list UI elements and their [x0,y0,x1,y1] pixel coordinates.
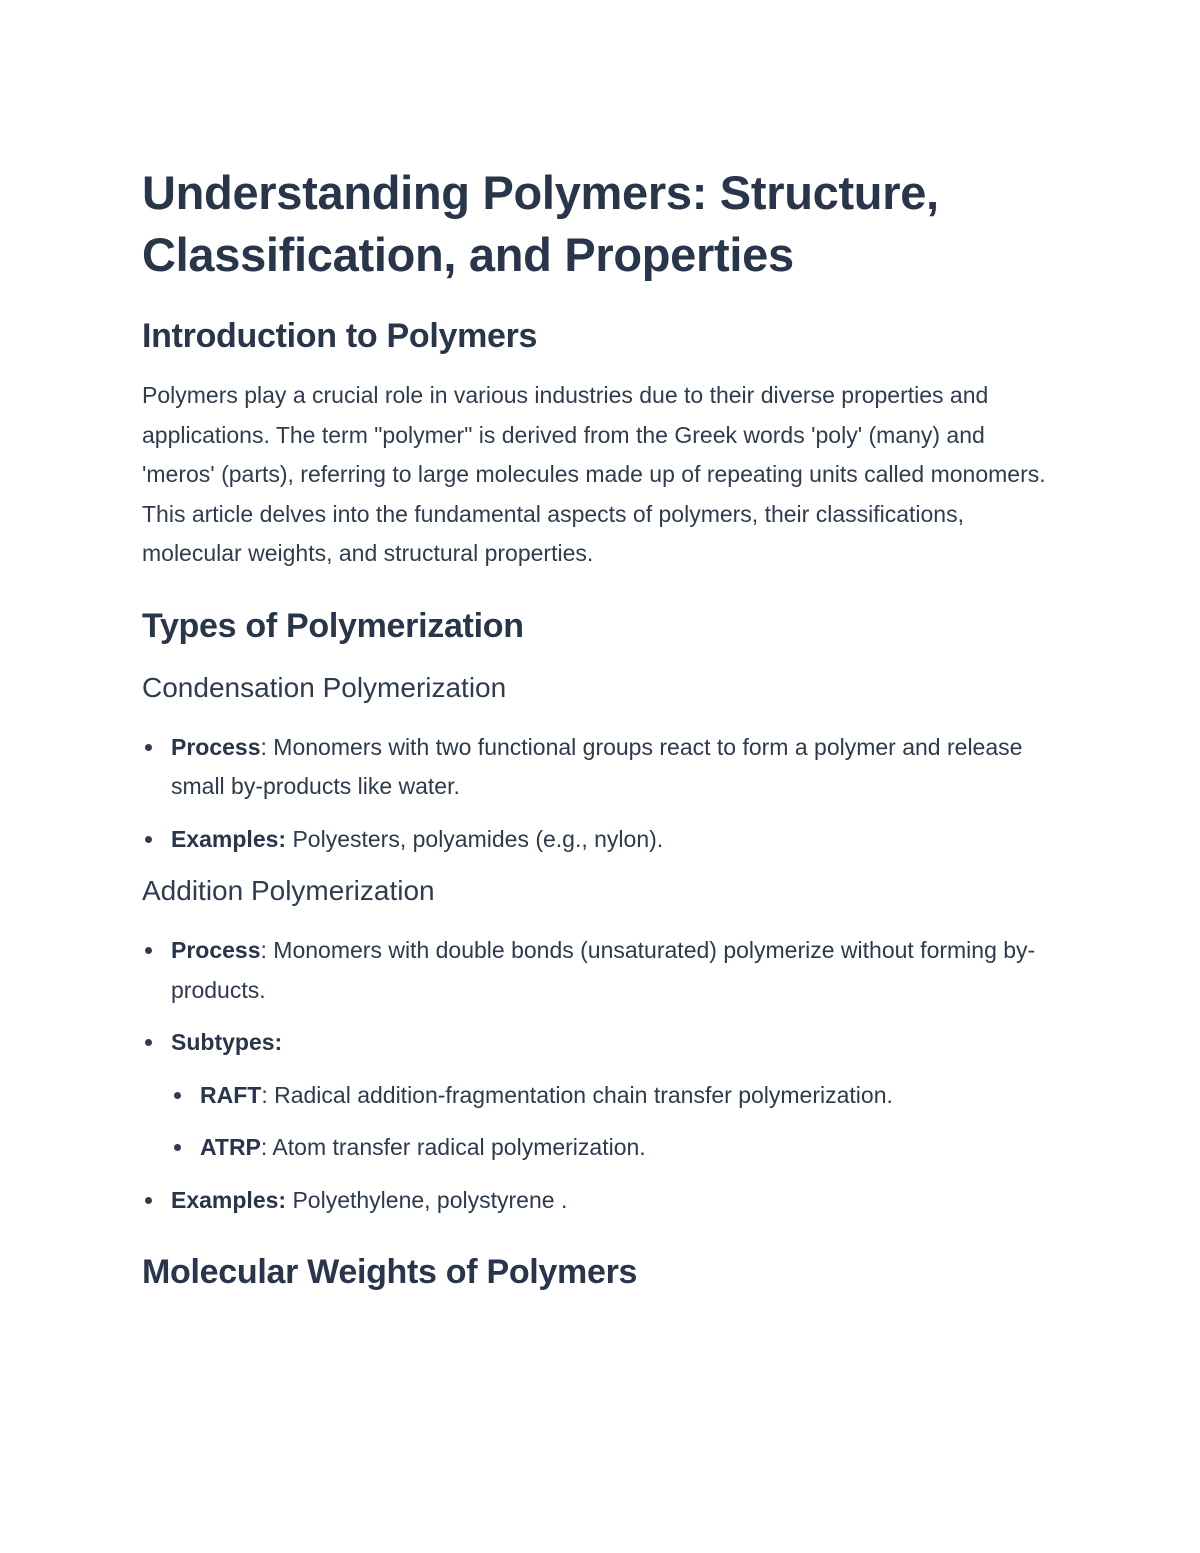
condensation-examples-text: Polyesters, polyamides (e.g., nylon). [286,825,664,852]
list-item [142,1181,1062,1221]
list-item [171,1076,1062,1116]
document-page [142,162,1062,1294]
raft-label: RAFT [200,1081,262,1108]
list-item [171,1128,1062,1168]
types-heading: Types of Polymerization [142,606,524,645]
condensation-heading: Condensation Polymerization [142,671,507,703]
intro-paragraph: Polymers play a crucial role in various industries due to their diverse properties and applications. The term "polymer" is derived from the Greek words 'poly' (many) and 'meros' (parts), referring to large molecules made up of repeating units called monomers. This article delves into the fundamental aspects of polymers, their classifications, molecular weights, and structural properties. [142,382,1046,566]
condensation-list [142,728,1062,860]
addition-list [142,931,1062,1220]
molecular-weights-heading: Molecular Weights of Polymers [142,1253,638,1291]
addition-examples-text: Polyethylene, polystyrene . [286,1186,568,1213]
addition-examples-label: Examples: [171,1186,287,1213]
atrp-text: : Atom transfer radical polymerization. [260,1134,646,1160]
condensation-examples-label: Examples: [171,825,287,852]
addition-subtypes-label: Subtypes: [171,1029,283,1055]
page-title: Understanding Polymers: Structure, Classification, and Properties [142,166,939,281]
list-item [142,820,1062,860]
intro-heading: Introduction to Polymers [142,317,538,355]
subtypes-list [171,1076,1062,1168]
list-item [142,1023,1062,1168]
atrp-label: ATRP [200,1134,261,1160]
list-item [142,728,1062,807]
raft-text: : Radical addition-fragmentation chain transfer polymerization. [261,1081,893,1108]
addition-heading: Addition Polymerization [142,875,435,906]
list-item [142,931,1062,1010]
condensation-process-label: Process [171,733,261,760]
addition-process-text: : Monomers with double bonds (unsaturated) polymerize without forming by-products. [171,937,1036,1003]
addition-process-label: Process [171,937,261,963]
condensation-process-text: : Monomers with two functional groups react to form a polymer and release small by-products like water. [171,733,1023,799]
